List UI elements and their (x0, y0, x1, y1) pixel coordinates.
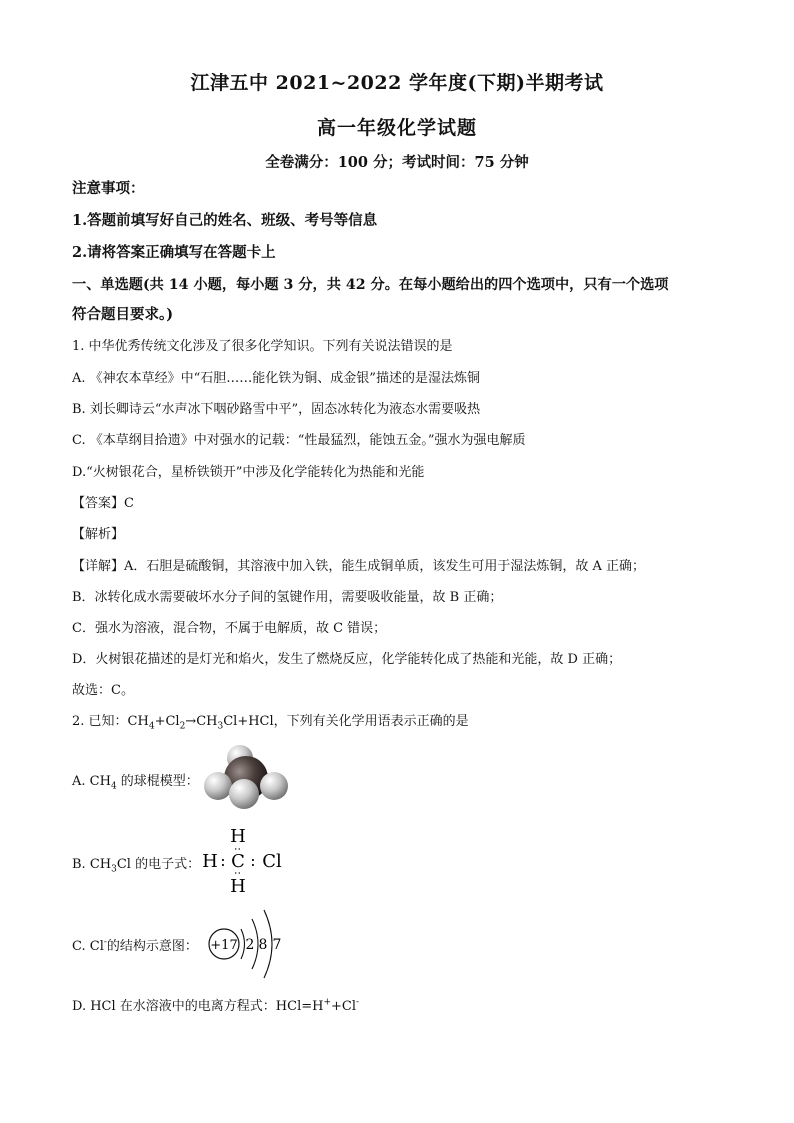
exam-title: 江津五中 2021~2022 学年度(下期)半期考试 (190, 72, 604, 94)
q1-option-c: C. 《本草纲目拾遗》中对强水的记载：“性最猛烈，能蚀五金。”强水为强电解质 (72, 433, 526, 448)
formula-cl-right: Cl (262, 851, 282, 872)
exam-subtitle: 高一年级化学试题 (316, 117, 477, 139)
electron-shell-1 (241, 929, 245, 959)
q1-explanation-3: C．强水为溶液，混合物，不属于电解质，故 C 错误； (72, 621, 387, 636)
q1-explanation-2: B．冰转化成水需要破坏水分子间的氢键作用，需要吸收能量，故 B 正确； (72, 590, 503, 605)
notes-item-2: 2.请将答案正确填写在答题卡上 (72, 244, 276, 261)
formula-h-left: H (202, 851, 218, 872)
q2-option-c-label: C. Cl-的结构示意图： (72, 937, 198, 954)
hydrogen-atom-right (260, 772, 288, 800)
q2-option-a-label: A. $CH_4$ 的球棍模型： (72, 774, 199, 792)
q1-explanation-4: D．火树银花描述的是灯光和焰火，发生了燃烧反应，化学能转化成了热能和光能，故 D 正确； (72, 652, 622, 667)
q1-explanation-1: 【详解】A．石胆是硫酸铜，其溶液中加入铁，能生成铜单质，该发生可用于湿法炼铜，故 A 正确； (72, 559, 646, 574)
q2-option-b-label: B. $CH_3Cl$ 的电子式： (72, 857, 201, 875)
formula-pair-bottom: : (232, 871, 245, 875)
q1-option-a: A. 《神农本草经》中“石胆……能化铁为铜、成金银”描述的是湿法炼铜 (72, 371, 480, 386)
hydrogen-atom-left (204, 772, 232, 800)
formula-pair-left: : (220, 851, 226, 870)
q1-explanation-5: 故选：C。 (72, 683, 134, 698)
formula-h-top: H (230, 826, 246, 847)
q1-stem: 1. 中华优秀传统文化涉及了很多化学知识。下列有关说法错误的是 (72, 339, 453, 354)
q1-option-d: D.“火树银花合，星桥铁锁开”中涉及化学能转化为热能和光能 (72, 465, 425, 480)
q2-option-d-label: D. HCl 在水溶液中的电离方程式：HCl=H++Cl- (72, 997, 360, 1014)
cl-ion-structure-diagram (204, 905, 294, 983)
hydrogen-atom-front (229, 779, 259, 809)
q1-answer: 【答案】C (72, 496, 134, 511)
formula-h-bottom: H (230, 876, 246, 896)
exam-info: 全卷满分：100 分；考试时间：75 分钟 (265, 154, 529, 171)
section1-heading-line1: 一、单选题(共 14 小题，每小题 3 分，共 42 分。在每小题给出的四个选项中，只有一个选项 (72, 277, 669, 293)
shell-count-3: 7 (272, 937, 282, 953)
ch4-ball-model-image (200, 742, 292, 810)
ch3cl-electron-formula (198, 822, 290, 896)
shell-count-1: 2 (245, 937, 255, 953)
formula-pair-right: : (250, 851, 256, 870)
formula-pair-top: : (232, 847, 245, 851)
q1-option-b: B. 刘长卿诗云“水声冰下咽砂路雪中平”，固态冰转化为液态水需要吸热 (72, 402, 481, 417)
nucleus-charge: +17 (210, 938, 238, 953)
q1-analysis-label: 【解析】 (72, 527, 125, 542)
section1-heading-line2: 符合题目要求。) (72, 306, 174, 323)
notes-heading: 注意事项： (72, 180, 145, 197)
shell-count-2: 8 (258, 937, 268, 953)
formula-c-center: C (231, 851, 245, 872)
q2-stem: 2. 已知：$CH_4+Cl_2\to CH_3Cl+HCl$，下列有关化学用语表示正确的是 (72, 714, 469, 732)
notes-item-1: 1.答题前填写好自己的姓名、班级、考号等信息 (72, 212, 378, 229)
